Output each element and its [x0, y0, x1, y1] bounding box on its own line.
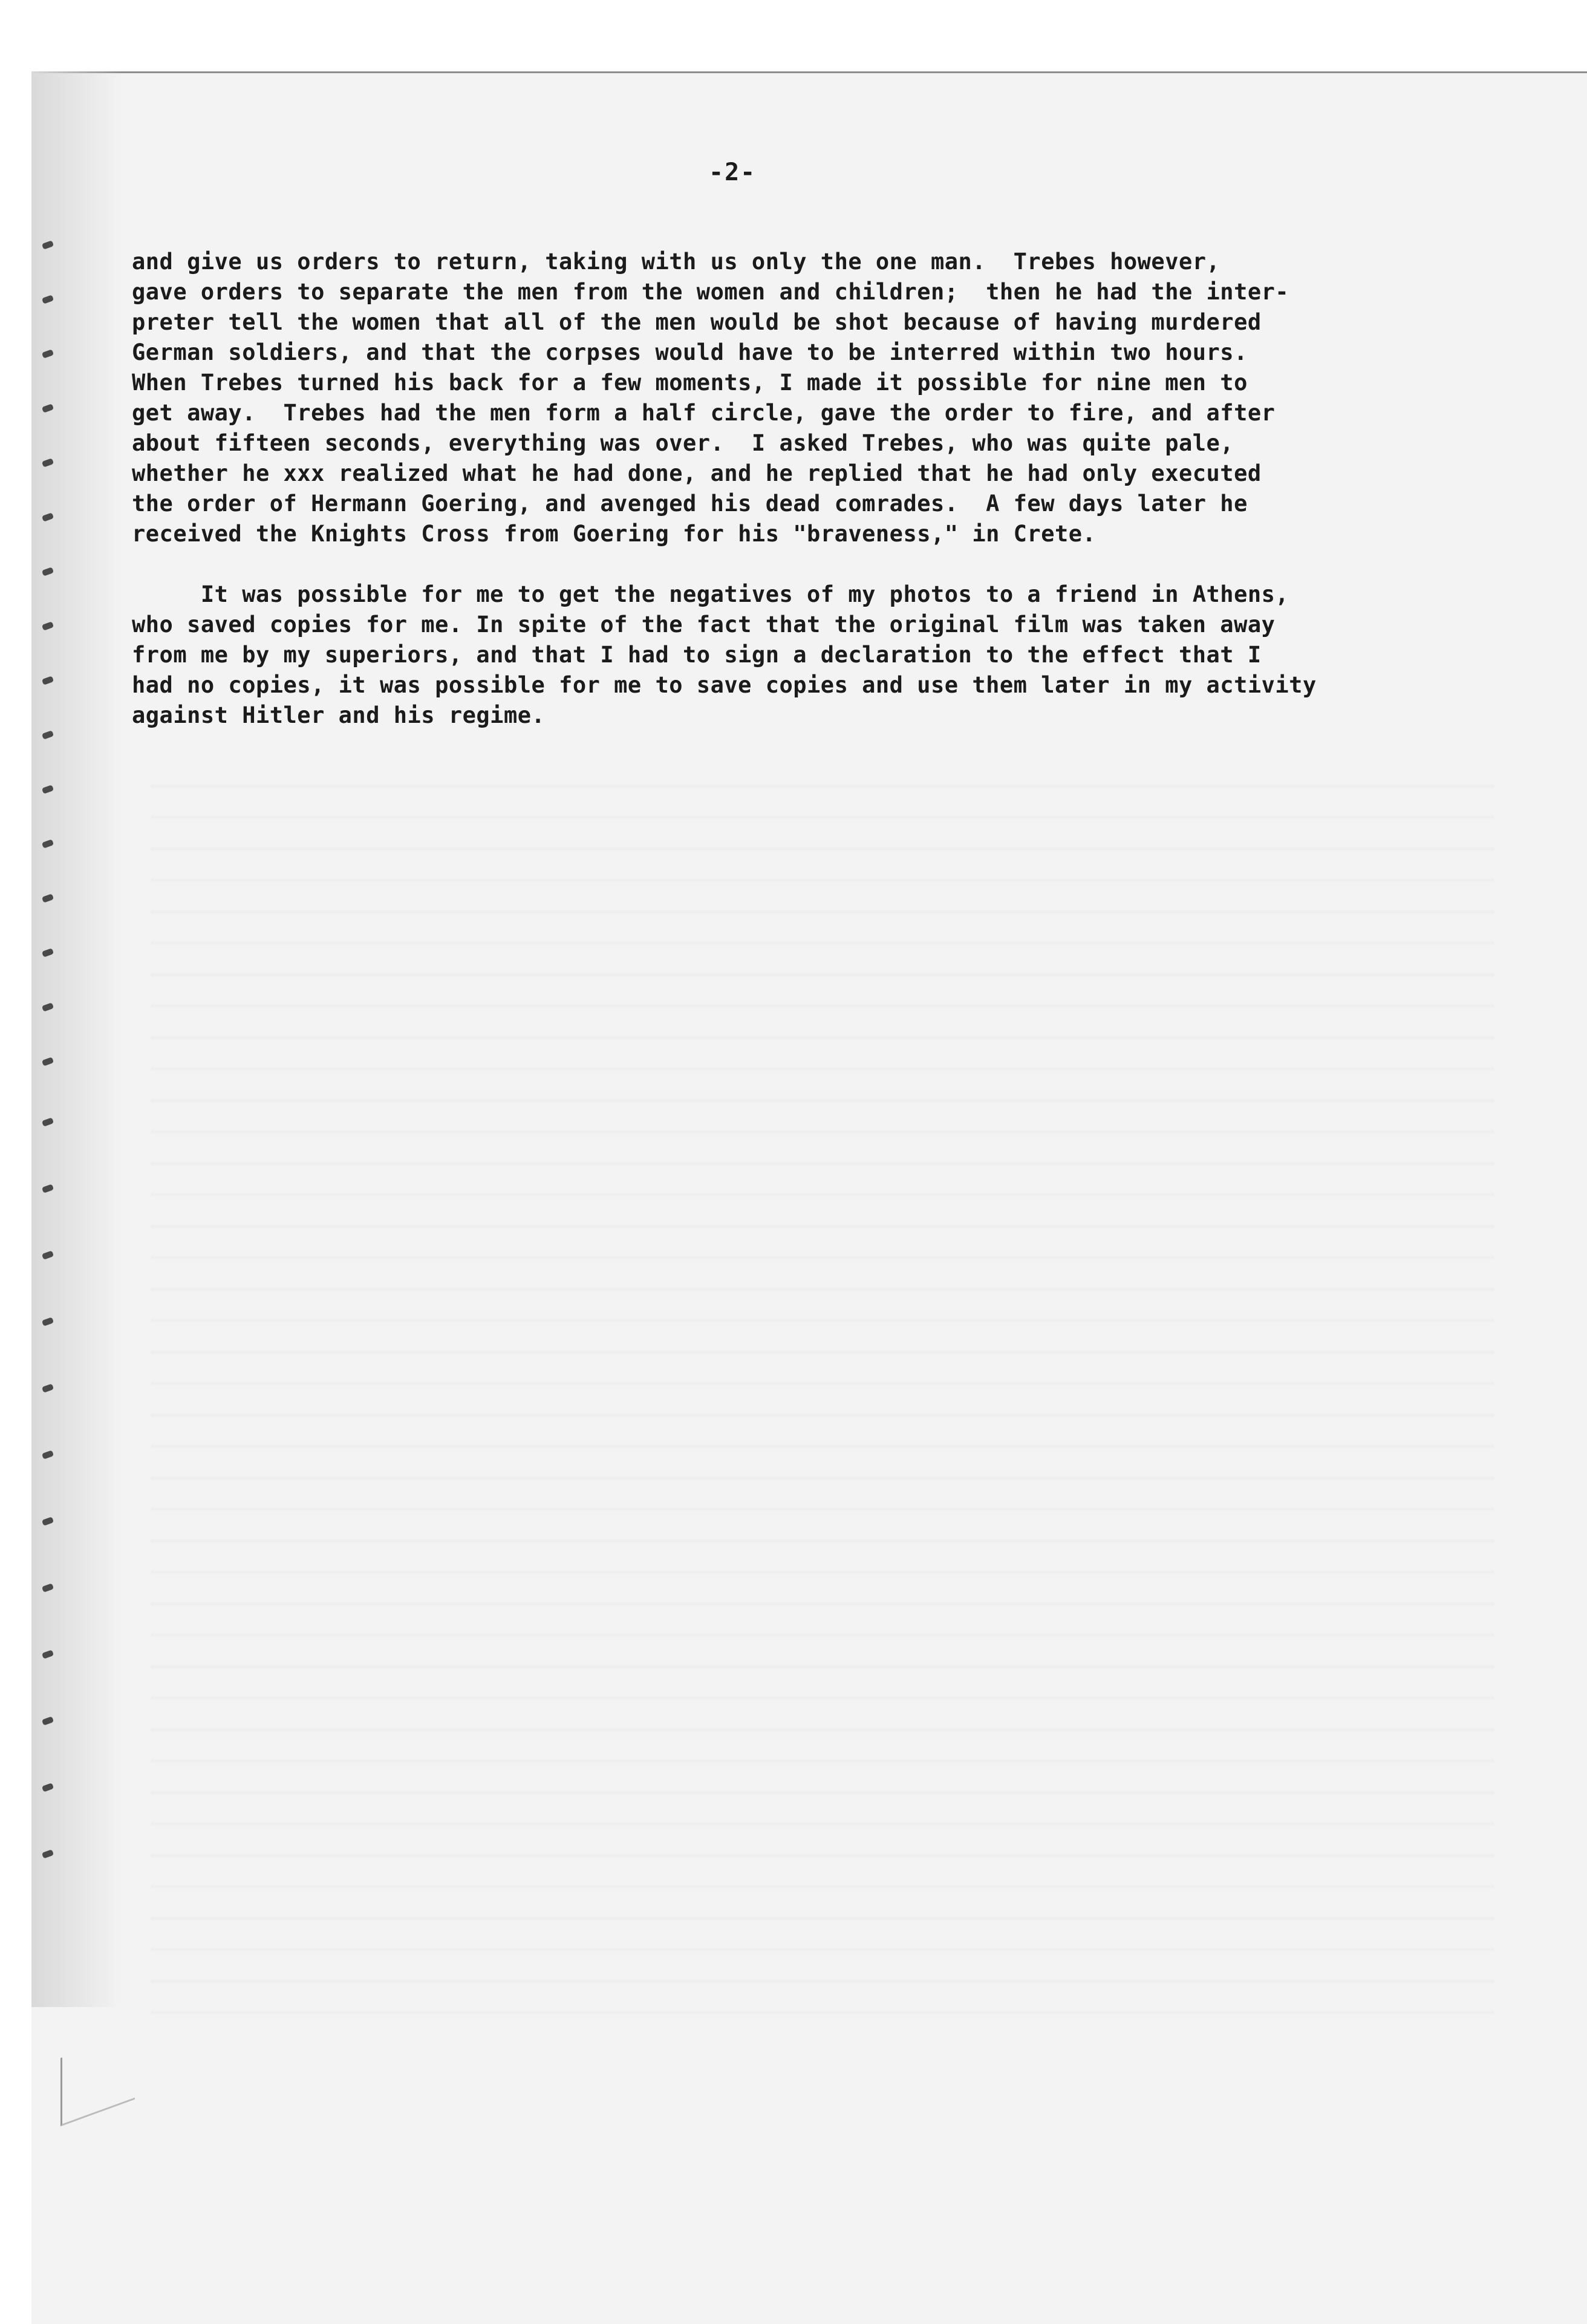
text-line: the order of Hermann Goering, and avenged his dead comrades. A few days later he — [132, 491, 1248, 517]
paragraph — [132, 579, 1559, 731]
text-line: who saved copies for me. In spite of the fact that the original film was taken away — [132, 612, 1276, 638]
text-line: preter tell the women that all of the men would be shot because of having murdered — [132, 309, 1262, 335]
text-line: German soldiers, and that the corpses would have to be interred within two hours. — [132, 339, 1248, 365]
margin-marks — [42, 242, 79, 1936]
page-number: -2- — [709, 158, 757, 186]
text-line: against Hitler and his regime. — [132, 702, 546, 728]
text-line: whether he xxx realized what he had done, and he replied that he had only executed — [132, 460, 1262, 486]
text-line: get away. Trebes had the men form a half circle, gave the order to fire, and after — [132, 400, 1276, 426]
text-line: When Trebes turned his back for a few moments, I made it possible for nine men to — [132, 370, 1248, 396]
text-line: gave orders to separate the men from the women and children; then he had the inter- — [132, 279, 1289, 305]
text-line: received the Knights Cross from Goering for his "braveness," in Crete. — [132, 521, 1097, 547]
paragraph — [132, 247, 1559, 549]
text-line: had no copies, it was possible for me to save copies and use them later in my activity — [132, 672, 1317, 698]
show-through-text — [151, 756, 1494, 2014]
text-line: from me by my superiors, and that I had to sign a declaration to the effect that I — [132, 642, 1262, 668]
text-line: It was possible for me to get the negatives of my photos to a friend in Athens, — [132, 581, 1289, 607]
text-line: and give us orders to return, taking with us only the one man. Trebes however, — [132, 249, 1220, 275]
text-line: about fifteen seconds, everything was over. I asked Trebes, who was quite pale, — [132, 430, 1234, 456]
document-body — [132, 247, 1559, 731]
